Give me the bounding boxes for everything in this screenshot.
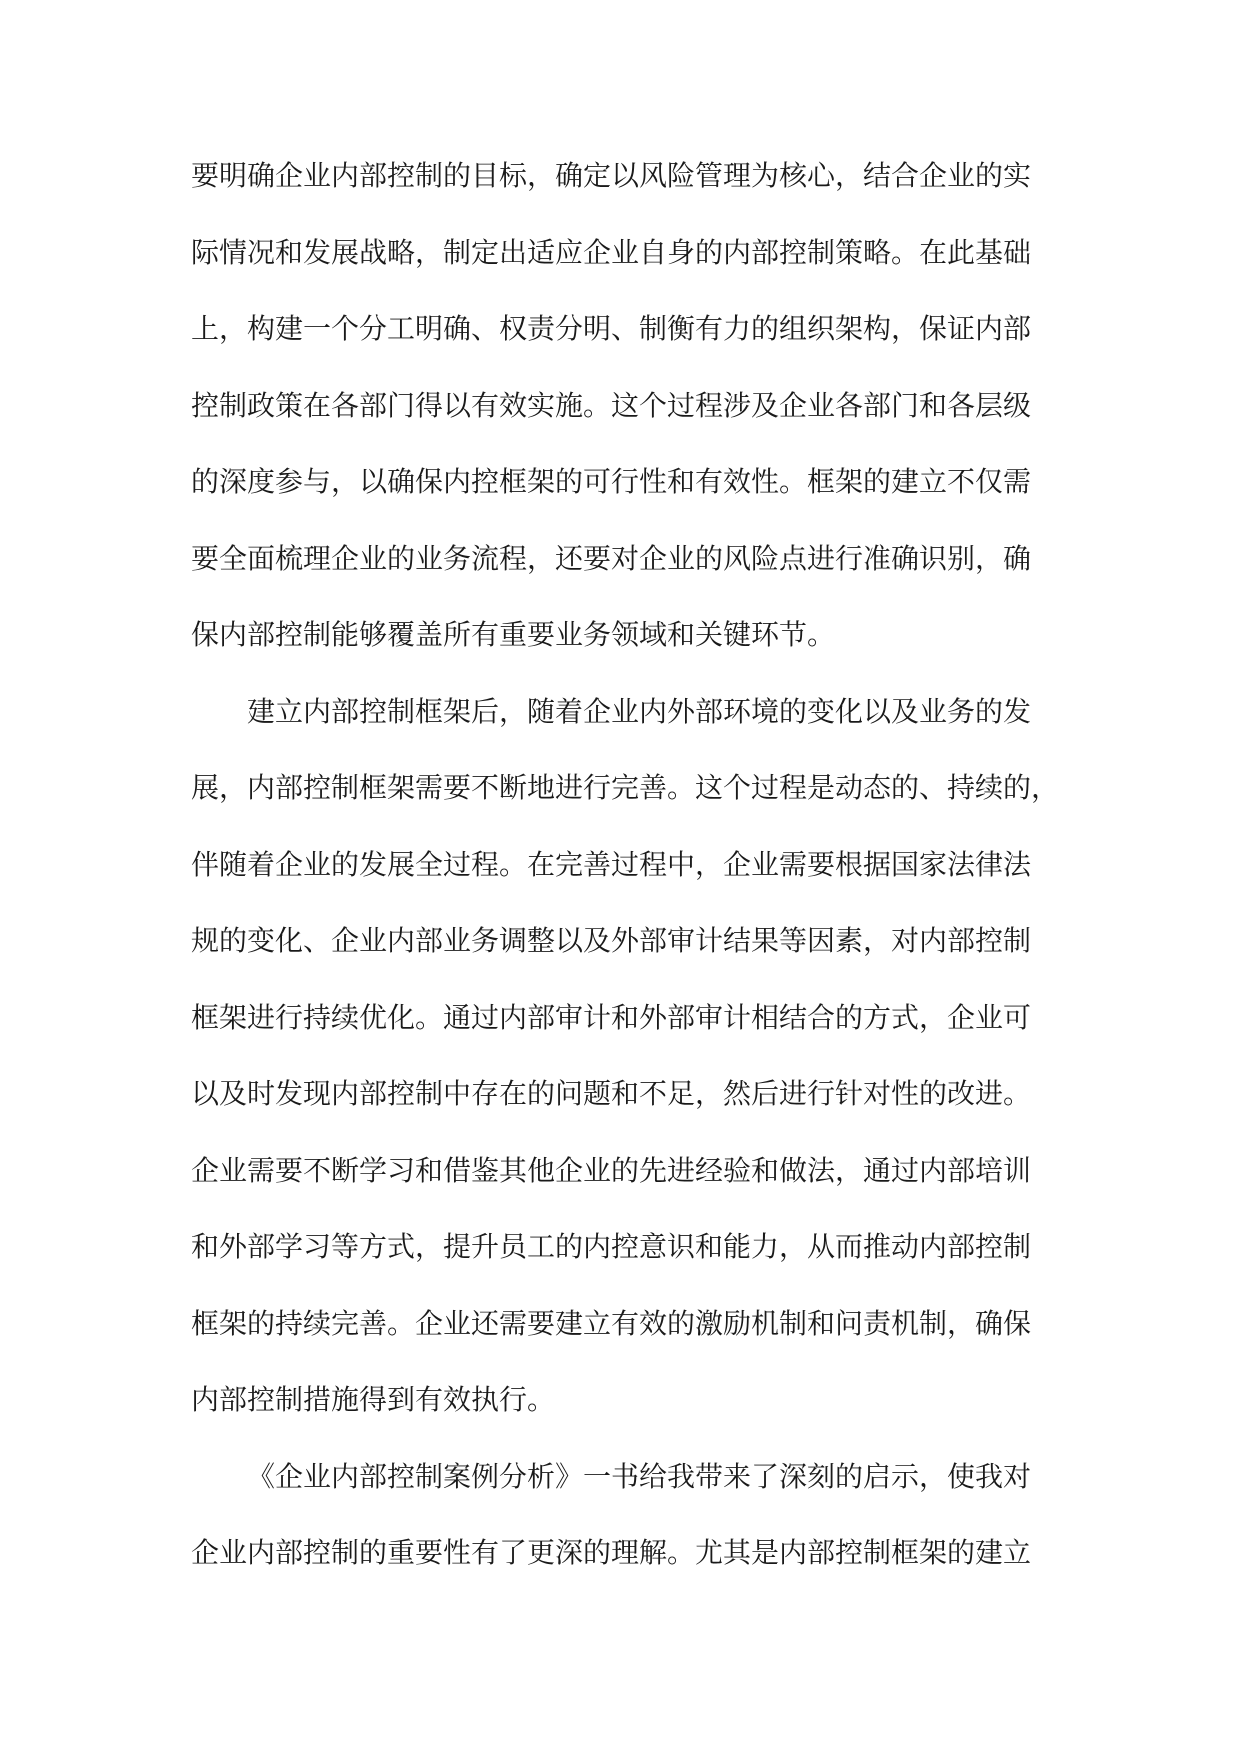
text-line: 建立内部控制框架后，随着企业内外部环境的变化以及业务的发 — [247, 694, 1032, 728]
body-text — [191, 146, 1060, 1600]
text-line: 控制政策在各部门得以有效实施。这个过程涉及企业各部门和各层级 — [191, 388, 1032, 422]
text-line: 框架的持续完善。企业还需要建立有效的激励机制和问责机制，确保 — [191, 1306, 1032, 1340]
text-line: 展，内部控制框架需要不断地进行完善。这个过程是动态的、持续的， — [191, 771, 1060, 804]
text-line: 保内部控制能够覆盖所有重要业务领域和关键环节。 — [191, 618, 836, 651]
paragraph-3 — [191, 1447, 1051, 1600]
text-line: 伴随着企业的发展全过程。在完善过程中，企业需要根据国家法律法 — [191, 847, 1032, 881]
text-line: 上，构建一个分工明确、权责分明、制衡有力的组织架构，保证内部 — [191, 312, 1032, 345]
text-line: 以及时发现内部控制中存在的问题和不足，然后进行针对性的改进。 — [191, 1077, 1032, 1110]
paragraph-1 — [191, 146, 1051, 682]
text-line: 企业内部控制的重要性有了更深的理解。尤其是内部控制框架的建立 — [191, 1536, 1032, 1569]
text-line: 要全面梳理企业的业务流程，还要对企业的风险点进行准确识别，确 — [191, 541, 1032, 575]
text-line: 企业需要不断学习和借鉴其他企业的先进经验和做法，通过内部培训 — [191, 1153, 1032, 1187]
text-line: 和外部学习等方式，提升员工的内控意识和能力，从而推动内部控制 — [191, 1230, 1032, 1263]
text-line: 内部控制措施得到有效执行。 — [191, 1383, 556, 1416]
text-line: 《企业内部控制案例分析》一书给我带来了深刻的启示，使我对 — [247, 1459, 1032, 1493]
text-line: 的深度参与，以确保内控框架的可行性和有效性。框架的建立不仅需 — [191, 465, 1032, 498]
text-line: 际情况和发展战略，制定出适应企业自身的内部控制策略。在此基础 — [191, 235, 1032, 269]
paragraph-2 — [191, 682, 1060, 1447]
text-line: 框架进行持续优化。通过内部审计和外部审计相结合的方式，企业可 — [191, 1000, 1032, 1034]
text-line: 要明确企业内部控制的目标，确定以风险管理为核心，结合企业的实 — [191, 159, 1032, 192]
text-line: 规的变化、企业内部业务调整以及外部审计结果等因素，对内部控制 — [191, 924, 1032, 957]
